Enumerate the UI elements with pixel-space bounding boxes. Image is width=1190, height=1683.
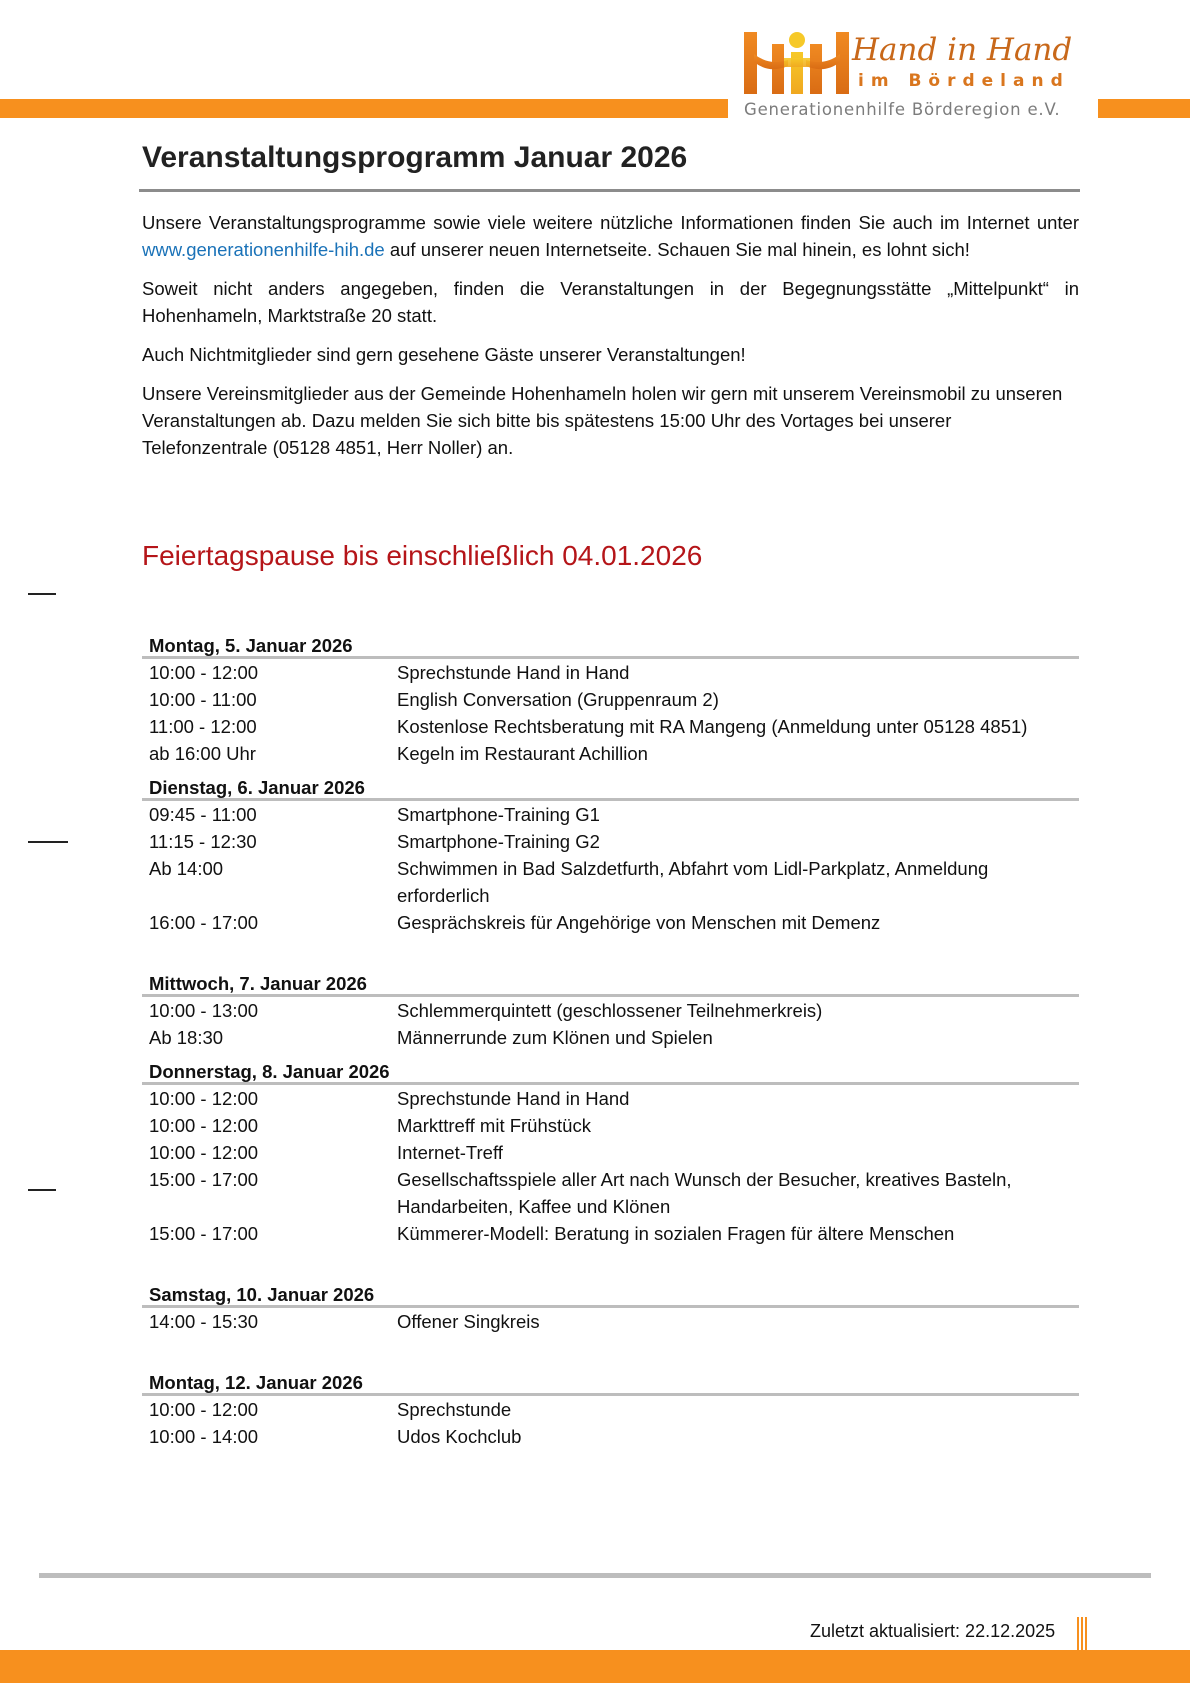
- hih-logo-icon: [744, 24, 850, 94]
- event-title: Kegeln im Restaurant Achillion: [397, 743, 648, 764]
- day-block: [142, 970, 1079, 1051]
- event-title: Kümmerer-Modell: Beratung in sozialen Fragen für ältere Menschen: [397, 1223, 955, 1244]
- day-block: [142, 1369, 1079, 1450]
- event-row: [142, 828, 1079, 855]
- event-time: 14:00 - 15:30: [149, 1311, 259, 1332]
- event-title: Internet-Treff: [397, 1142, 503, 1163]
- event-time: 11:15 - 12:30: [149, 831, 257, 852]
- event-time: ab 16:00 Uhr: [149, 743, 256, 764]
- event-title: Männerrunde zum Klönen und Spielen: [397, 1027, 713, 1048]
- event-time: 10:00 - 12:00: [149, 1115, 259, 1136]
- event-time: Ab 14:00: [149, 858, 224, 879]
- title-divider: [139, 189, 1080, 192]
- event-row: [142, 740, 1079, 767]
- event-time: 15:00 - 17:00: [149, 1169, 259, 1190]
- event-row: [142, 713, 1079, 740]
- footer-bars-icon: [1077, 1617, 1090, 1653]
- event-title: Smartphone-Training G2: [397, 831, 600, 852]
- fold-mark: [28, 1189, 56, 1191]
- event-title: Offener Singkreis: [397, 1311, 540, 1332]
- event-time: 10:00 - 12:00: [149, 1088, 259, 1109]
- day-block: [142, 632, 1079, 767]
- event-title: Sprechstunde: [397, 1399, 512, 1420]
- header-band-left: [0, 99, 728, 118]
- logo-title: Hand in Hand: [852, 32, 1073, 68]
- footer-band: [0, 1650, 1190, 1683]
- event-time: 15:00 - 17:00: [149, 1223, 259, 1244]
- event-row: [142, 1024, 1079, 1051]
- day-block: [142, 774, 1079, 936]
- event-title: Sprechstunde Hand in Hand: [397, 662, 630, 683]
- event-title: Kostenlose Rechtsberatung mit RA Mangeng (Anmeldung unter 05128 4851): [397, 716, 1028, 737]
- footer-divider: [39, 1573, 1151, 1578]
- website-link[interactable]: www.generationenhilfe-hih.de: [142, 239, 385, 260]
- event-row: [142, 909, 1079, 936]
- event-row: [142, 659, 1079, 686]
- event-title: Schlemmerquintett (geschlossener Teilnehmerkreis): [397, 1000, 823, 1021]
- day-header: Dienstag, 6. Januar 2026: [142, 774, 1079, 801]
- intro-section: [142, 209, 1079, 473]
- intro-text: auf unserer neuen Internetseite. Schauen Sie mal hinein, es lohnt sich!: [384, 239, 970, 260]
- event-title: Markttreff mit Frühstück: [397, 1115, 591, 1136]
- logo-tagline: Generationenhilfe Börderegion e.V.: [744, 100, 1061, 119]
- event-title: Gesellschaftsspiele aller Art nach Wunsch der Besucher, kreatives Basteln, Handarbeiten, Kaffee und Klönen: [397, 1169, 1012, 1217]
- event-time: 09:45 - 11:00: [149, 804, 257, 825]
- day-header: Montag, 12. Januar 2026: [142, 1369, 1079, 1396]
- event-row: [142, 1166, 1079, 1220]
- event-row: [142, 1085, 1079, 1112]
- schedule: [142, 632, 1079, 1450]
- event-row: [142, 801, 1079, 828]
- event-time: 10:00 - 12:00: [149, 662, 259, 683]
- day-header: Donnerstag, 8. Januar 2026: [142, 1058, 1079, 1085]
- event-time: 16:00 - 17:00: [149, 912, 259, 933]
- event-row: [142, 1423, 1079, 1450]
- event-row: [142, 686, 1079, 713]
- event-time: Ab 18:30: [149, 1027, 224, 1048]
- event-time: 11:00 - 12:00: [149, 716, 257, 737]
- event-title: Schwimmen in Bad Salzdetfurth, Abfahrt vom Lidl-Parkplatz, Anmeldung erforderlich: [397, 858, 989, 906]
- day-block: [142, 1058, 1079, 1247]
- intro-paragraph-1: [142, 209, 1079, 263]
- header-band-right: [1098, 99, 1190, 118]
- holiday-notice: Feiertagspause bis einschließlich 04.01.2026: [142, 540, 703, 571]
- event-title: English Conversation (Gruppenraum 2): [397, 689, 719, 710]
- event-title: Sprechstunde Hand in Hand: [397, 1088, 630, 1109]
- intro-paragraph-2: Soweit nicht anders angegeben, finden die Veranstaltungen in der Begegnungsstätte „Mittelpunkt“ in Hohenhameln, Marktstraße 20 statt.: [142, 278, 1079, 326]
- logo-subtitle: im Bördeland: [858, 71, 1070, 91]
- intro-paragraph-3: Auch Nichtmitglieder sind gern gesehene Gäste unserer Veranstaltungen!: [142, 344, 746, 365]
- event-title: Udos Kochclub: [397, 1426, 522, 1447]
- event-time: 10:00 - 13:00: [149, 1000, 259, 1021]
- event-time: 10:00 - 11:00: [149, 689, 257, 710]
- event-row: [142, 997, 1079, 1024]
- event-row: [142, 1112, 1079, 1139]
- event-row: [142, 1396, 1079, 1423]
- event-time: 10:00 - 12:00: [149, 1142, 259, 1163]
- last-updated: Zuletzt aktualisiert: 22.12.2025: [810, 1621, 1056, 1641]
- event-row: [142, 1220, 1079, 1247]
- intro-paragraph-4: Unsere Vereinsmitglieder aus der Gemeinde Hohenhameln holen wir gern mit unserem Vereinsmobil zu unseren Veranstaltungen ab. Dazu melden Sie sich bitte bis spätestens 15:00 Uhr des Vortages bei unserer Telefonzentrale (05128 4851, Herr Noller) an.: [142, 383, 1063, 458]
- logo: [740, 18, 1090, 123]
- event-title: Gesprächskreis für Angehörige von Menschen mit Demenz: [397, 912, 881, 933]
- punch-mark: [28, 841, 68, 843]
- event-row: [142, 855, 1079, 909]
- page-title: Veranstaltungsprogramm Januar 2026: [142, 141, 688, 174]
- day-header: Mittwoch, 7. Januar 2026: [142, 970, 1079, 997]
- event-row: [142, 1308, 1079, 1335]
- day-header: Samstag, 10. Januar 2026: [142, 1281, 1079, 1308]
- day-header: Montag, 5. Januar 2026: [142, 632, 1079, 659]
- event-time: 10:00 - 12:00: [149, 1399, 259, 1420]
- event-row: [142, 1139, 1079, 1166]
- event-time: 10:00 - 14:00: [149, 1426, 259, 1447]
- event-title: Smartphone-Training G1: [397, 804, 600, 825]
- fold-mark: [28, 593, 56, 595]
- day-block: [142, 1281, 1079, 1335]
- intro-text: Unsere Veranstaltungsprogramme sowie viele weitere nützliche Informationen finden Sie auch im Internet unter: [142, 212, 1079, 233]
